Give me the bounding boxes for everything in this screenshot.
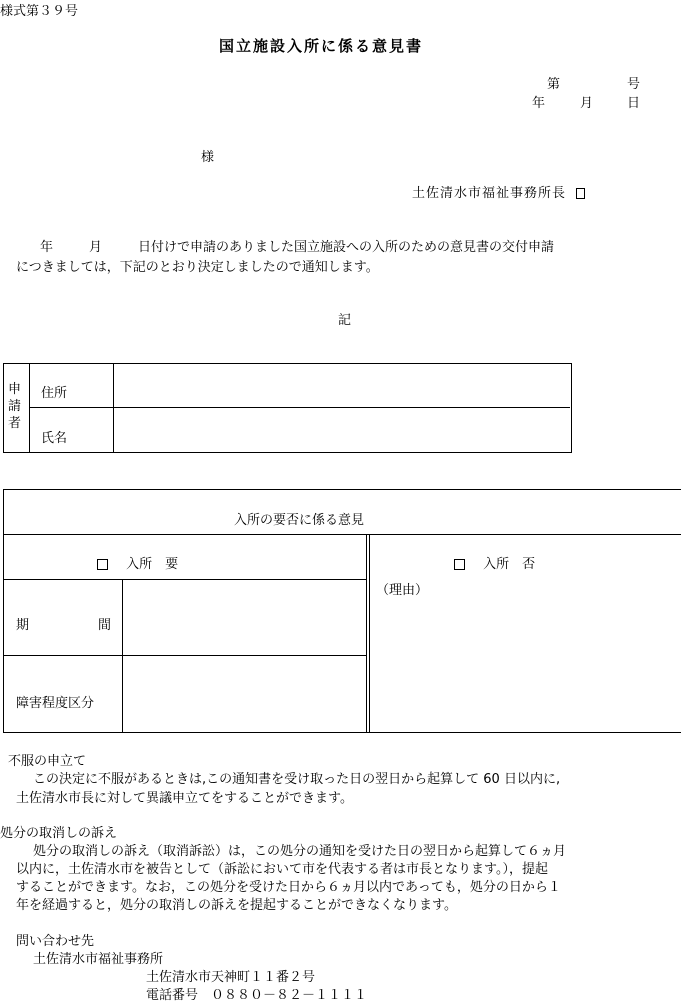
contact-address: 土佐清水市天神町１１番２号 [146, 970, 316, 985]
disability-field[interactable] [125, 658, 364, 728]
divider [366, 534, 367, 732]
objection-heading: 不服の申立て [8, 754, 87, 769]
divider [122, 579, 123, 732]
intro-line-1: 日付けで申請のありました国立施設への入所のための意見書の交付申請 [138, 240, 555, 255]
applicant-group-char: 請 [8, 399, 22, 414]
intro-line-2: につきましては，下記のとおり決定しましたので通知します。 [16, 260, 379, 275]
doc-number-go: 号 [627, 77, 641, 92]
date-day: 日 [627, 96, 641, 111]
divider [3, 534, 681, 535]
reason-field[interactable] [372, 598, 677, 728]
objection-line-2: 土佐清水市長に対して異議申立てをすることができます。 [16, 791, 353, 806]
name-field[interactable] [116, 410, 568, 448]
period-label-2: 間 [98, 618, 112, 633]
doc-number-dai: 第 [547, 77, 561, 92]
applicant-group-char: 者 [8, 416, 22, 431]
checkbox-icon[interactable] [97, 559, 108, 570]
lawsuit-heading: 処分の取消しの訴え [0, 826, 118, 841]
required-option[interactable] [97, 553, 178, 572]
not-required-option[interactable] [454, 553, 535, 572]
contact-heading: 問い合わせ先 [16, 934, 95, 949]
contact-office: 土佐清水市福祉事務所 [33, 952, 164, 967]
lawsuit-line-1: 処分の取消しの訴え（取消訴訟）は，この処分の通知を受けた日の翌日から起算して６ヵ月 [33, 844, 567, 859]
lawsuit-line-2: 以内に，土佐清水市を被告として（訴訟において市を代表する者は市長となります。），提起 [16, 862, 548, 877]
date-year: 年 [532, 96, 546, 111]
objection-line-1: この決定に不服があるときは,この通知書を受け取った日の翌日から起算して 60 日以内に, [33, 772, 561, 787]
applicant-group-label [8, 381, 21, 432]
address-label: 住所 [41, 386, 68, 401]
contact-phone: 電話番号 ０８８０－８２－１１１１ [146, 988, 368, 1003]
form-number: 様式第３９号 [0, 4, 79, 19]
not-required-label: 入所 否 [483, 557, 536, 572]
date-month: 月 [580, 96, 594, 111]
divider [3, 579, 367, 580]
lawsuit-line-4: 年を経過すると，処分の取消しの訴えを提起することができなくなります。 [16, 898, 457, 913]
ki-label: 記 [338, 313, 352, 328]
address-field[interactable] [116, 366, 568, 404]
period-label-1: 期 [16, 618, 30, 633]
intro-year: 年 [40, 240, 54, 255]
checkbox-icon[interactable] [454, 559, 465, 570]
divider [3, 655, 367, 656]
intro-month: 月 [89, 240, 103, 255]
page-title: 国立施設入所に係る意見書 [219, 37, 424, 55]
required-label: 入所 要 [126, 557, 179, 572]
recipient-suffix: 様 [201, 150, 215, 165]
name-label: 氏名 [41, 431, 68, 446]
reason-label: （理由） [376, 583, 429, 598]
applicant-group-char: 申 [8, 382, 22, 397]
sender-name: 土佐清水市福祉事務所長 [412, 186, 567, 201]
divider [369, 534, 370, 732]
divider [29, 407, 570, 408]
opinion-header: 入所の要否に係る意見 [234, 513, 365, 528]
disability-label: 障害程度区分 [16, 696, 95, 711]
sender [412, 182, 585, 201]
seal-icon [576, 188, 585, 199]
period-field[interactable] [125, 582, 364, 652]
lawsuit-line-3: することができます。なお，この処分を受けた日から６ヵ月以内であっても，処分の日から１ [16, 880, 561, 895]
